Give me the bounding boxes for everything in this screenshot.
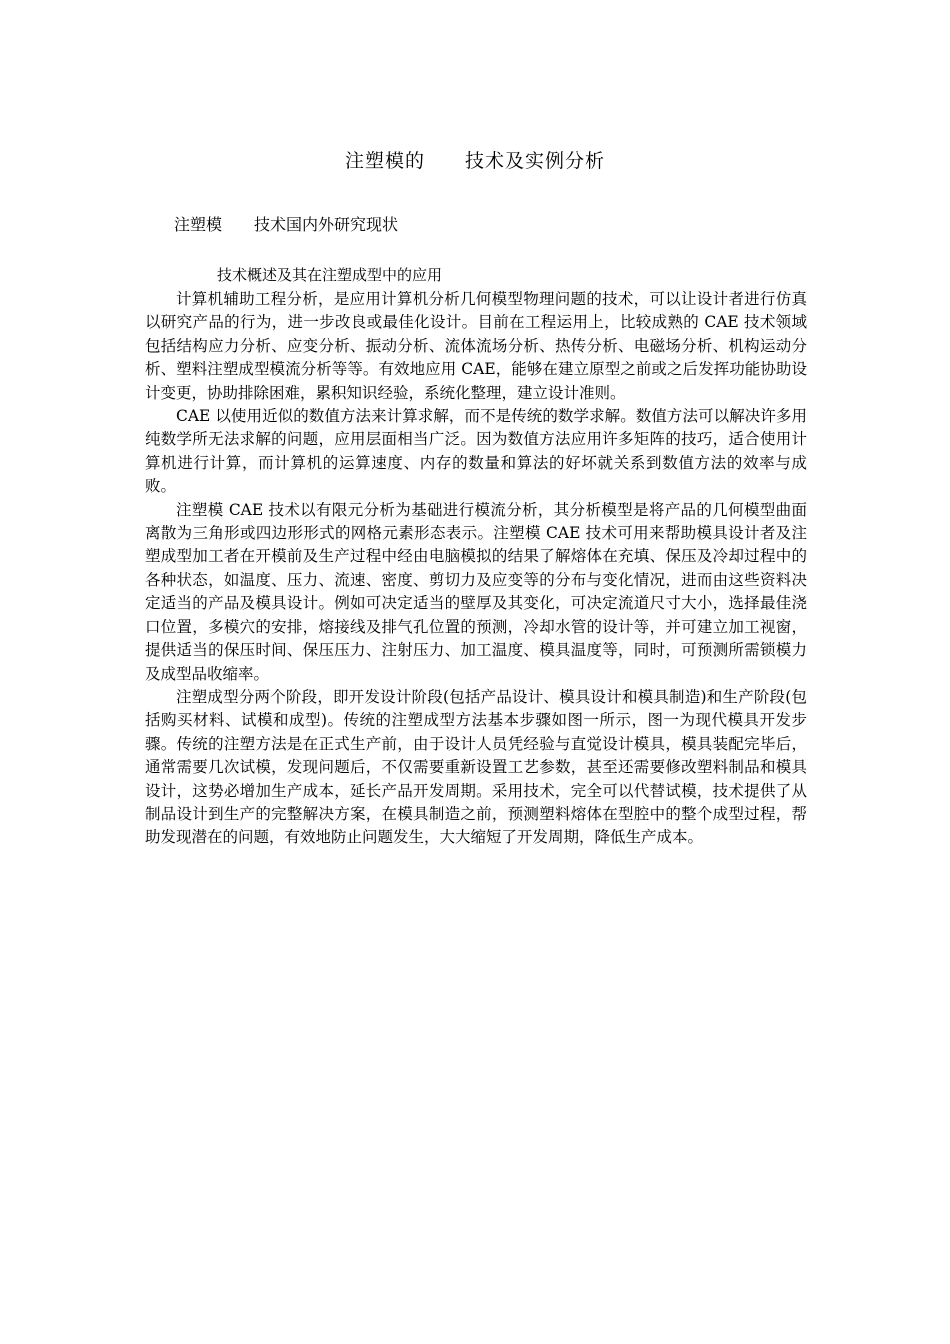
paragraph-3: 注塑模 CAE 技术以有限元分析为基础进行模流分析，其分析模型是将产品的几何模型曲面离散为三角形或四边形形式的网格元素形态表示。注塑模 CAE 技术可用来帮助模具设计者及注塑成型加工者在开模前及生产过程中经由电脑模拟的结果了解熔体在充填、保压及冷却过程中的各种状态，如温度、压力、流速、密度、剪切力及应变等的分布与变化情况，进而由这些资料决定适当的产品及模具设计。例如可决定适当的壁厚及其变化，可决定流道尺寸大小，选择最佳浇口位置，多模穴的安排，熔接线及排气孔位置的预测，冷却水管的设计等，并可建立加工视窗，提供适当的保压时间、保压压力、注射压力、加工温度、模具温度等，同时，可预测所需锁模力及成型品收缩率。 <box>145 500 807 683</box>
document-title: 注塑模的 技术及实例分析 <box>344 150 605 172</box>
section-heading: 注塑模 技术国内外研究现状 <box>174 215 399 234</box>
body-text <box>145 288 807 850</box>
subsection-heading: 技术概述及其在注塑成型中的应用 <box>217 266 443 284</box>
paragraph-4: 注塑成型分两个阶段，即开发设计阶段(包括产品设计、模具设计和模具制造)和生产阶段(包括购买材料、试模和成型)。传统的注塑成型方法基本步骤如图一所示，图一为现代模具开发步骤。传统的注塑方法是在正式生产前，由于设计人员凭经验与直觉设计模具，模具装配完毕后，通常需要几次试模，发现问题后，不仅需要重新设置工艺参数，甚至还需要修改塑料制品和模具设计，这势必增加生产成本，延长产品开发周期。采用技术，完全可以代替试模，技术提供了从制品设计到生产的完整解决方案，在模具制造之前，预测塑料熔体在型腔中的整个成型过程，帮助发现潜在的问题，有效地防止问题发生，大大缩短了开发周期，降低生产成本。 <box>145 687 807 847</box>
paragraph-1: 计算机辅助工程分析，是应用计算机分析几何模型物理问题的技术，可以让设计者进行仿真以研究产品的行为，进一步改良或最佳化设计。目前在工程运用上，比较成熟的 CAE 技术领域包括结构应力分析、应变分析、振动分析、流体流场分析、热传分析、电磁场分析、机构运动分析、塑料注塑成型模流分析等等。有效地应用 CAE，能够在建立原型之前或之后发挥功能协助设计变更，协助排除困难，累积知识经验，系统化整理，建立设计准则。 <box>145 290 807 402</box>
paragraph-2: CAE 以使用近似的数值方法来计算求解，而不是传统的数学求解。数值方法可以解决许多用纯数学所无法求解的问题，应用层面相当广泛。因为数值方法应用许多矩阵的技巧，适合使用计算机进行计算，而计算机的运算速度、内存的数量和算法的好坏就关系到数值方法的效率与成败。 <box>145 407 807 496</box>
